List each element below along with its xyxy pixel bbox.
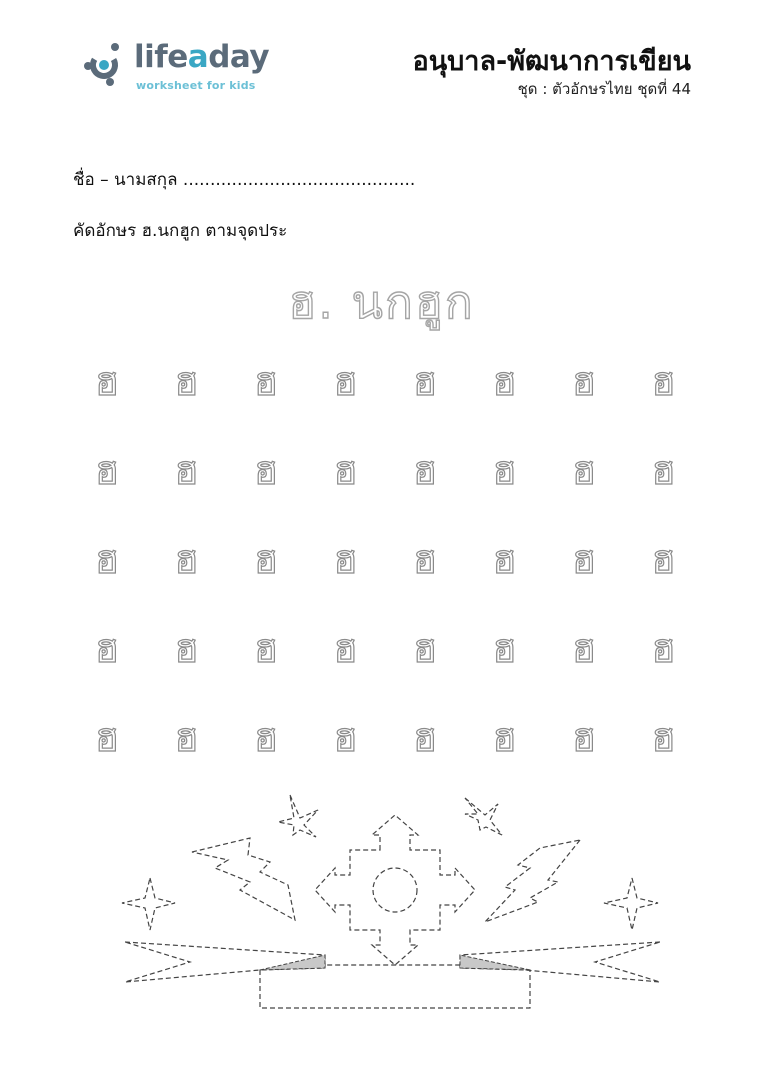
trace-letter-cell[interactable]: ฮ [94, 715, 120, 761]
trace-letter-cell[interactable]: ฮ [571, 626, 597, 672]
trace-letter-cell[interactable]: ฮ [492, 626, 517, 672]
worksheet-title: อนุบาล-พัฒนาการเขียน [412, 46, 691, 77]
trace-letter-cell[interactable]: ฮ [571, 715, 597, 761]
trace-letter-cell[interactable]: ฮ [571, 359, 597, 405]
trace-letter-cell[interactable]: ฮ [412, 626, 438, 672]
trace-letter-cell[interactable]: ฮ [492, 715, 517, 761]
trace-letter-cell[interactable]: ฮ [571, 537, 597, 583]
trace-letter-cell[interactable]: ฮ [571, 448, 597, 494]
compass-cross-icon [315, 815, 475, 965]
trace-letter-cell[interactable]: ฮ [412, 715, 438, 761]
trace-letter-cell[interactable]: ฮ [492, 537, 517, 583]
trace-grid [67, 352, 707, 792]
star-icon [465, 798, 502, 835]
trace-letter-cell[interactable]: ฮ [253, 715, 279, 761]
compass-arrows-banner-icon [110, 790, 670, 1020]
star-icon [604, 878, 658, 930]
name-field: ชื่อ – นามสกุล ........................................... [73, 170, 416, 190]
trace-letter-cell[interactable]: ฮ [651, 537, 676, 583]
lightning-icon [192, 838, 295, 920]
logo-wordmark: lifeaday [134, 39, 270, 75]
trace-letter-cell[interactable]: ฮ [174, 537, 199, 583]
trace-letter-cell[interactable]: ฮ [94, 448, 120, 494]
logo [82, 38, 272, 98]
trace-letter-cell[interactable]: ฮ [94, 626, 120, 672]
star-icon [278, 795, 318, 837]
trace-letter-cell[interactable]: ฮ [651, 448, 676, 494]
trace-word-example: ฮ. นกฮูก [288, 275, 475, 329]
trace-letter-cell[interactable]: ฮ [174, 715, 199, 761]
trace-letter-cell[interactable]: ฮ [412, 537, 438, 583]
trace-letter-cell[interactable]: ฮ [174, 448, 199, 494]
logo-mark-icon [82, 38, 132, 88]
trace-letter-cell[interactable]: ฮ [492, 359, 517, 405]
banner-icon [260, 965, 530, 1008]
trace-letter-cell[interactable]: ฮ [253, 626, 279, 672]
trace-letter-cell[interactable]: ฮ [253, 359, 279, 405]
trace-letter-cell[interactable]: ฮ [333, 448, 358, 494]
trace-letter-cell[interactable]: ฮ [174, 359, 199, 405]
trace-letter-cell[interactable]: ฮ [412, 359, 438, 405]
trace-letter-cell[interactable]: ฮ [333, 715, 358, 761]
trace-letter-cell[interactable]: ฮ [333, 359, 358, 405]
worksheet-header [412, 46, 691, 101]
trace-letter-cell[interactable]: ฮ [651, 626, 676, 672]
trace-letter-cell[interactable]: ฮ [94, 537, 120, 583]
star-icon [122, 878, 175, 930]
trace-letter-cell[interactable]: ฮ [333, 537, 358, 583]
lightning-icon [485, 840, 580, 922]
worksheet-subtitle: ชุด : ตัวอักษรไทย ชุดที่ 44 [517, 80, 691, 99]
trace-letter-cell[interactable]: ฮ [651, 715, 676, 761]
logo-tagline: worksheet for kids [136, 79, 256, 92]
trace-letter-cell[interactable]: ฮ [253, 537, 279, 583]
trace-letter-cell[interactable]: ฮ [651, 359, 676, 405]
instruction-text: คัดอักษร ฮ.นกฮูก ตามจุดประ [73, 221, 288, 241]
trace-letter-cell[interactable]: ฮ [412, 448, 438, 494]
trace-letter-cell[interactable]: ฮ [333, 626, 358, 672]
trace-letter-cell[interactable]: ฮ [174, 626, 199, 672]
trace-letter-cell[interactable]: ฮ [253, 448, 279, 494]
trace-letter-cell[interactable]: ฮ [94, 359, 120, 405]
trace-letter-cell[interactable]: ฮ [492, 448, 517, 494]
